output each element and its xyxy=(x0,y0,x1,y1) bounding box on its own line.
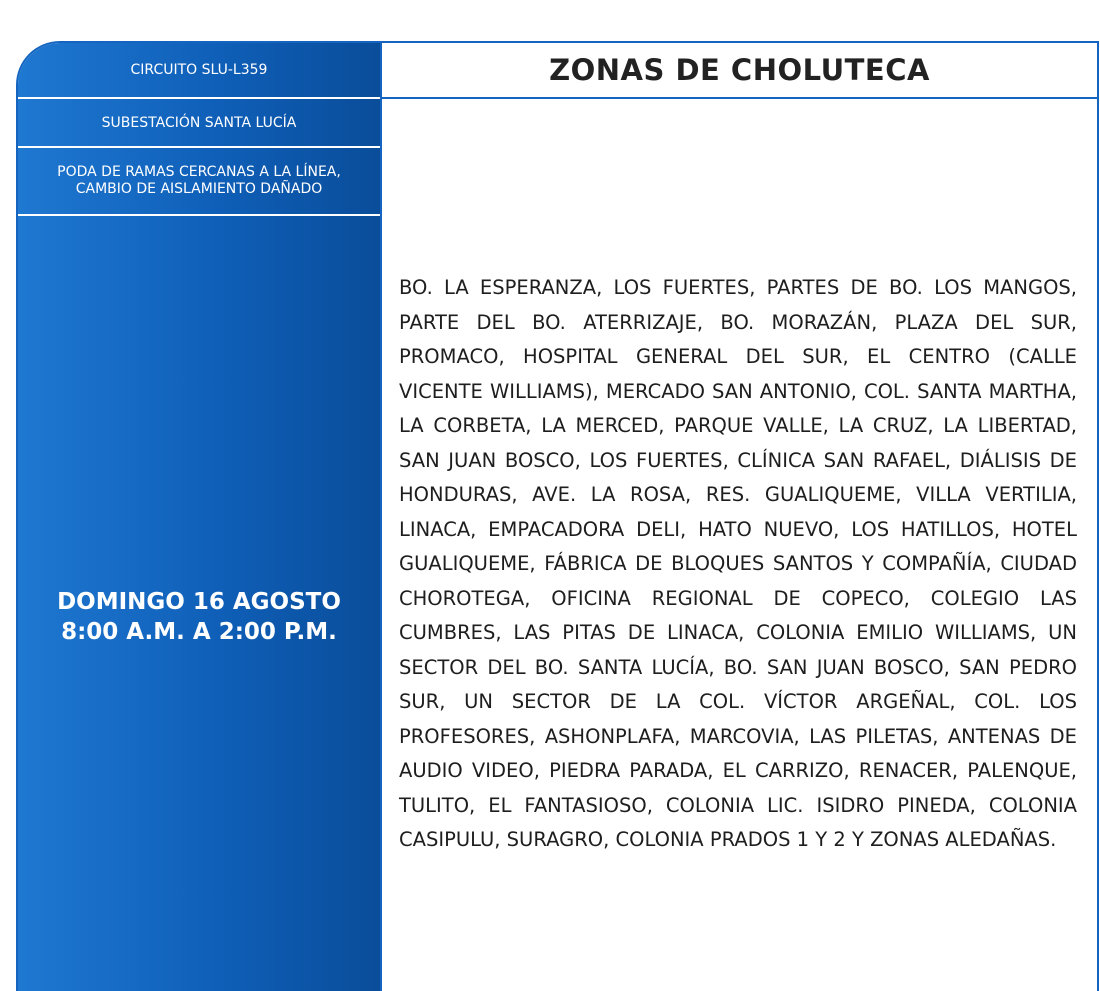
schedule-date: DOMINGO 16 AGOSTO xyxy=(57,588,341,615)
left-panel xyxy=(18,43,380,991)
circuit-label: CIRCUITO SLU-L359 xyxy=(18,43,380,99)
substation-label: SUBESTACIÓN SANTA LUCÍA xyxy=(18,99,380,148)
zones-list: BO. LA ESPERANZA, LOS FUERTES, PARTES DE BO. LOS MANGOS, PARTE DEL BO. ATERRIZAJE, BO. MORAZÁN, PLAZA DEL SUR, PROMACO, HOSPITAL GENERAL DEL SUR, EL CENTRO (CALLE VICENTE WILLIAMS), MERCADO SAN ANTONIO, COL. SANTA MARTHA, LA CORBETA, LA MERCED, PARQUE VALLE, LA CRUZ, LA LIBERTAD, SAN JUAN BOSCO, LOS FUERTES, CLÍNICA SAN RAFAEL, DIÁLISIS DE HONDURAS, AVE. LA ROSA, RES. GUALIQUEME, VILLA VERTILIA, LINACA, EMPACADORA DELI, HATO NUEVO, LOS HATILLOS, HOTEL GUALIQUEME, FÁBRICA DE BLOQUES SANTOS Y COMPAÑÍA, CIUDAD CHOROTEGA, OFICINA REGIONAL DE COPECO, COLEGIO LAS CUMBRES, LAS PITAS DE LINACA, COLONIA EMILIO WILLIAMS, UN SECTOR DEL BO. SANTA LUCÍA, BO. SAN JUAN BOSCO, SAN PEDRO SUR, UN SECTOR DE LA COL. VÍCTOR ARGEÑAL, COL. LOS PROFESORES, ASHONPLAFA, MARCOVIA, LAS PILETAS, ANTENAS DE AUDIO VIDEO, PIEDRA PARADA, EL CARRIZO, RENACER, PALENQUE, TULITO, EL FANTASIOSO, COLONIA LIC. ISIDRO PINEDA, COLONIA CASIPULU, SURAGRO, COLONIA PRADOS 1 Y 2 Y ZONAS ALEDAÑAS. xyxy=(399,276,1077,851)
schedule-block xyxy=(18,218,380,991)
right-panel xyxy=(380,43,1097,991)
outage-card xyxy=(16,41,1099,991)
zones-body xyxy=(380,99,1097,991)
schedule-time: 8:00 A.M. A 2:00 P.M. xyxy=(61,618,337,645)
zones-title: ZONAS DE CHOLUTECA xyxy=(380,43,1097,99)
work-description: PODA DE RAMAS CERCANAS A LA LÍNEA, CAMBIO DE AISLAMIENTO DAÑADO xyxy=(18,148,380,216)
